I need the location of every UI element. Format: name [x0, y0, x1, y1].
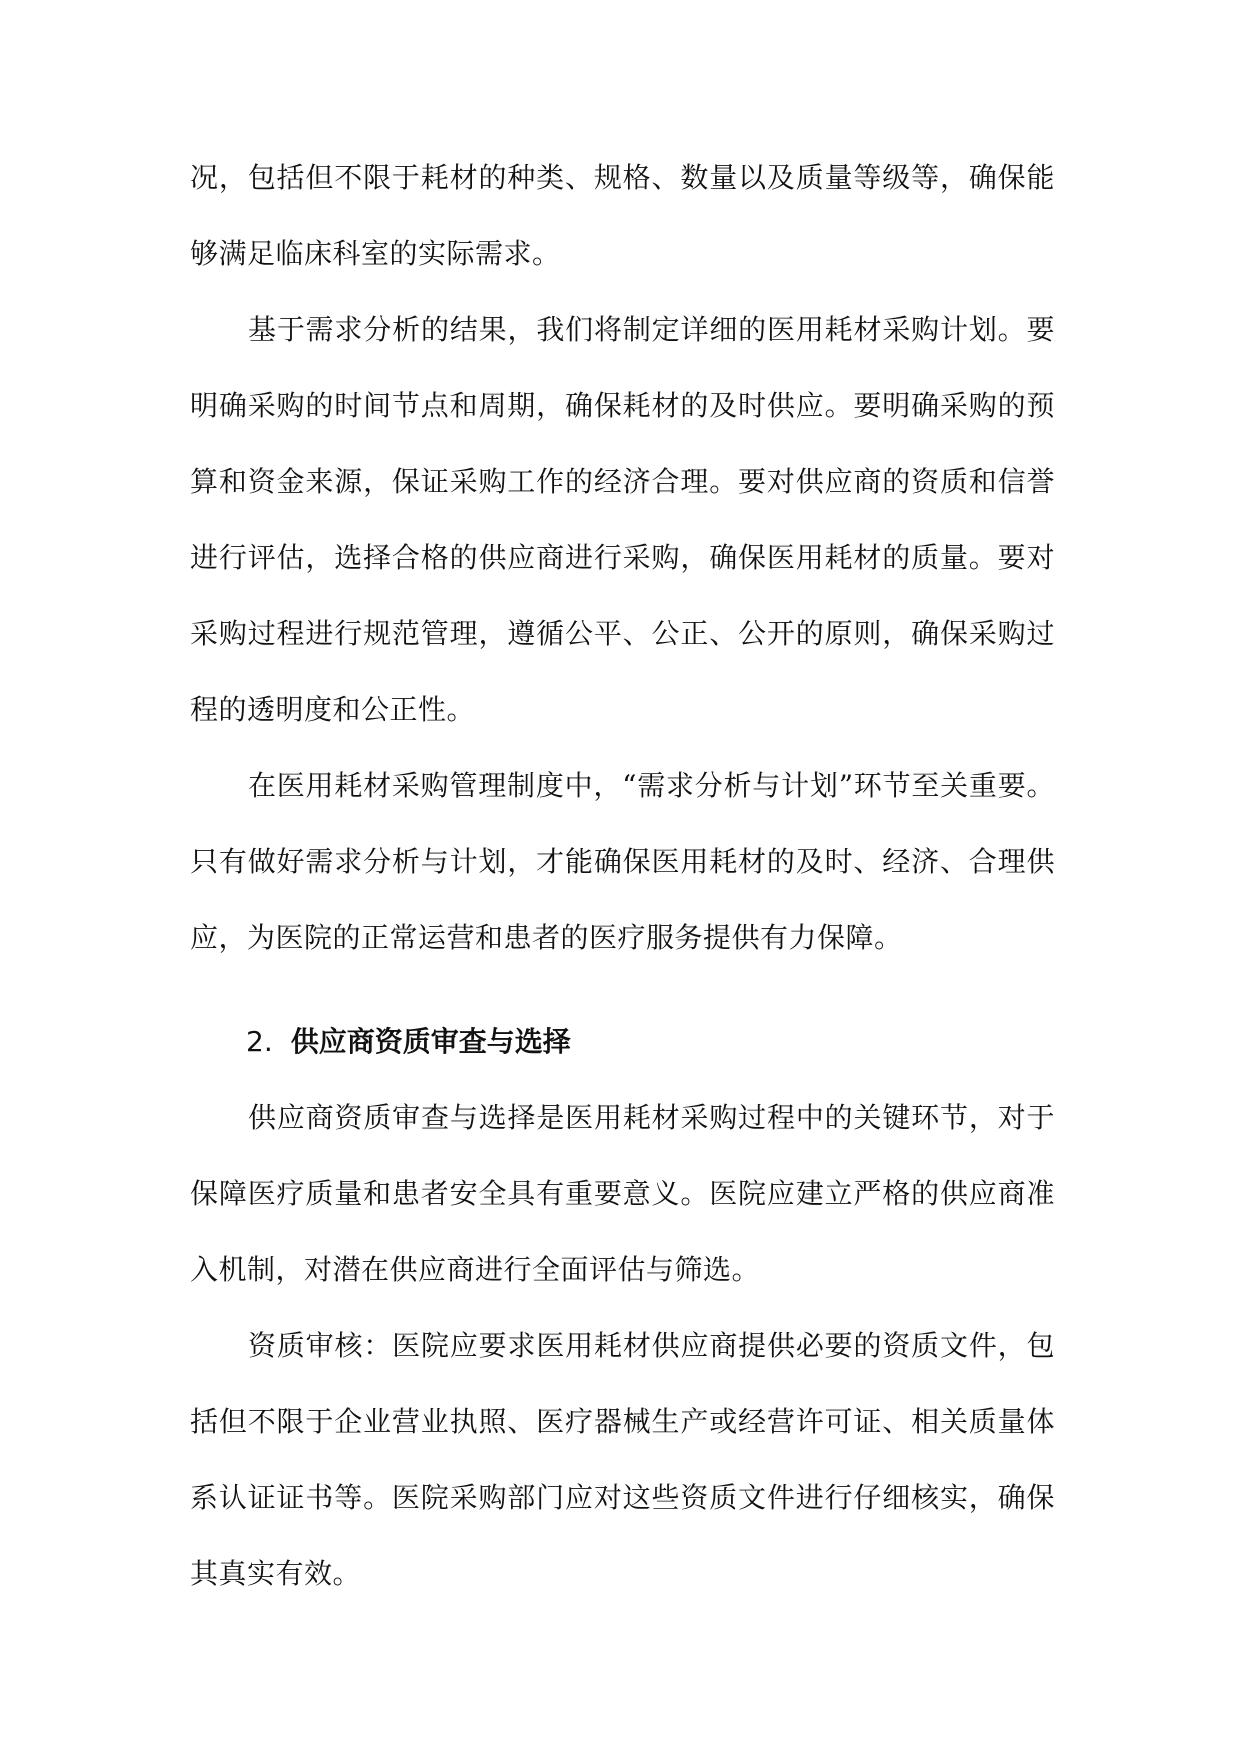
paragraph-procurement-plan: 基于需求分析的结果，我们将制定详细的医用耗材采购计划。要明确采购的时间节点和周期，确保耗材的及时供应。要明确采购的预算和资金来源，保证采购工作的经济合理。要对供应商的资质和信誉进行评估，选择合格的供应商进行采购，确保医用耗材的质量。要对采购过程进行规范管理，遵循公平、公正、公开的原则，确保采购过程的透明度和公正性。 — [190, 313, 1055, 726]
section-number: 2. — [246, 1025, 273, 1058]
paragraph-qualification-audit: 资质审核：医院应要求医用耗材供应商提供必要的资质文件，包括但不限于企业营业执照、医疗器械生产或经营许可证、相关质量体系认证证书等。医院采购部门应对这些资质文件进行仔细核实，确保其真实有效。 — [190, 1329, 1055, 1590]
paragraph-continuation: 况，包括但不限于耗材的种类、规格、数量以及质量等级等，确保能够满足临床科室的实际需求。 — [190, 161, 1055, 270]
paragraph-needs-analysis-importance: 在医用耗材采购管理制度中，“需求分析与计划”环节至关重要。只有做好需求分析与计划，才能确保医用耗材的及时、经济、合理供应，为医院的正常运营和患者的医疗服务提供有力保障。 — [190, 769, 1055, 954]
document-page — [190, 140, 1055, 1612]
paragraph-supplier-review-intro: 供应商资质审查与选择是医用耗材采购过程中的关键环节，对于保障医疗质量和患者安全具有重要意义。医院应建立严格的供应商准入机制，对潜在供应商进行全面评估与筛选。 — [190, 1101, 1055, 1286]
section-heading — [190, 1004, 1055, 1080]
section-title: 供应商资质审查与选择 — [290, 1025, 571, 1058]
